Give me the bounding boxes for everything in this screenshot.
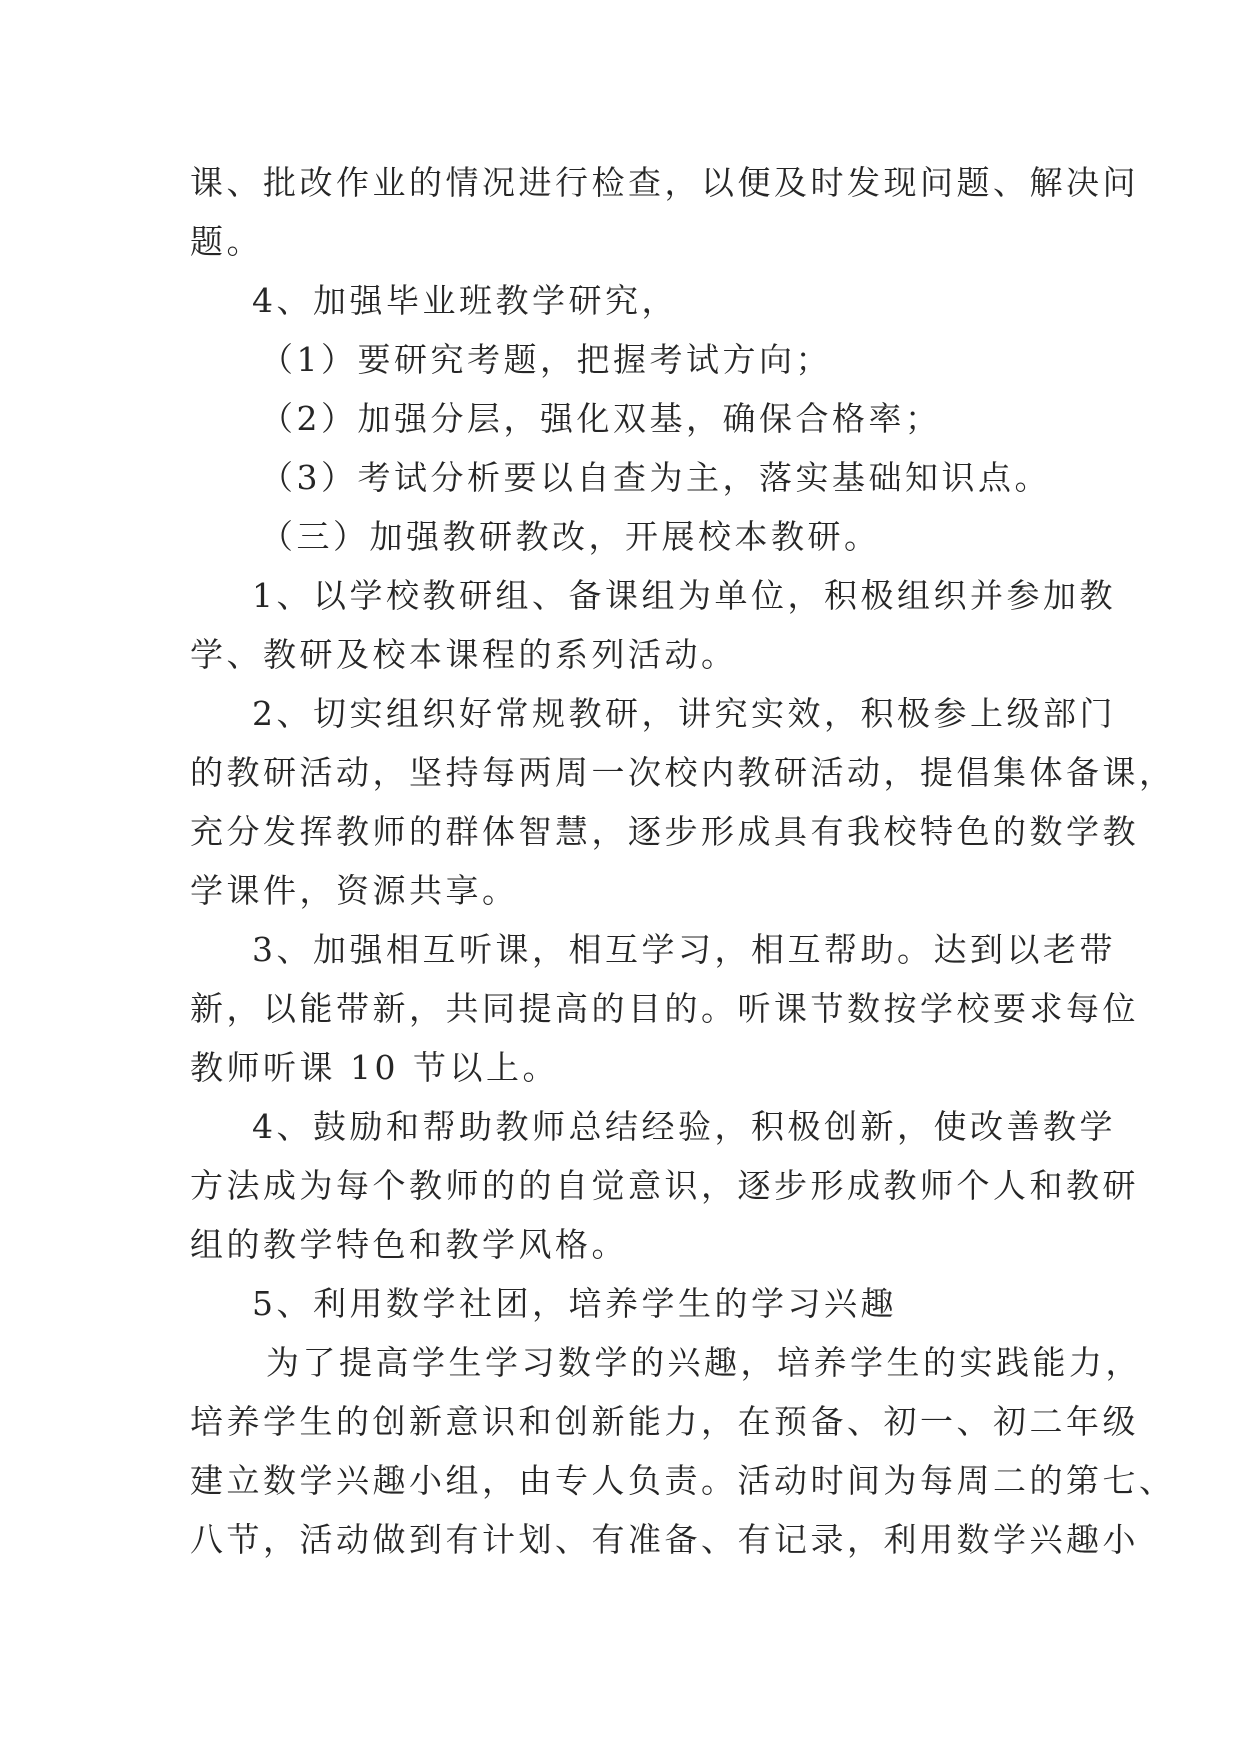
text-line: 充分发挥教师的群体智慧，逐步形成具有我校特色的数学教 xyxy=(190,812,1139,851)
text-line: 5、利用数学社团，培养学生的学习兴趣 xyxy=(252,1284,897,1323)
text-line: 课、批改作业的情况进行检查，以便及时发现问题、解决问 xyxy=(190,163,1139,202)
text-line: 1、以学校教研组、备课组为单位，积极组织并参加教 xyxy=(252,576,1116,615)
text-line: 新，以能带新，共同提高的目的。听课节数按学校要求每位 xyxy=(190,989,1139,1028)
text-line: 教师听课 10 节以上。 xyxy=(190,1048,559,1087)
section-heading: （三）加强教研教改，开展校本教研。 xyxy=(260,517,881,556)
text-line: 组的教学特色和教学风格。 xyxy=(190,1225,628,1264)
text-line: 方法成为每个教师的的自觉意识，逐步形成教师个人和教研 xyxy=(190,1166,1139,1205)
document-body xyxy=(190,153,1176,1569)
text-line: 学课件，资源共享。 xyxy=(190,871,519,910)
text-line: （1）要研究考题，把握考试方向； xyxy=(260,340,832,379)
text-line: 4、鼓励和帮助教师总结经验，积极创新，使改善教学 xyxy=(252,1107,1116,1146)
text-line: 4、加强毕业班教学研究， xyxy=(252,281,678,320)
text-line: 学、教研及校本课程的系列活动。 xyxy=(190,635,738,674)
text-line: 2、切实组织好常规教研，讲究实效，积极参上级部门 xyxy=(252,694,1116,733)
text-line: 八节，活动做到有计划、有准备、有记录，利用数学兴趣小 xyxy=(190,1520,1139,1559)
text-line: 的教研活动，坚持每两周一次校内教研活动，提倡集体备课， xyxy=(190,753,1176,792)
text-line: （3）考试分析要以自查为主，落实基础知识点。 xyxy=(260,458,1051,497)
text-line: 建立数学兴趣小组，由专人负责。活动时间为每周二的第七、 xyxy=(190,1461,1176,1500)
text-line: （2）加强分层，强化双基，确保合格率； xyxy=(260,399,942,438)
text-line: 题。 xyxy=(190,222,263,261)
text-line: 为了提高学生学习数学的兴趣，培养学生的实践能力， xyxy=(266,1343,1142,1382)
text-line: 3、加强相互听课，相互学习，相互帮助。达到以老带 xyxy=(252,930,1116,969)
text-line: 培养学生的创新意识和创新能力，在预备、初一、初二年级 xyxy=(190,1402,1139,1441)
